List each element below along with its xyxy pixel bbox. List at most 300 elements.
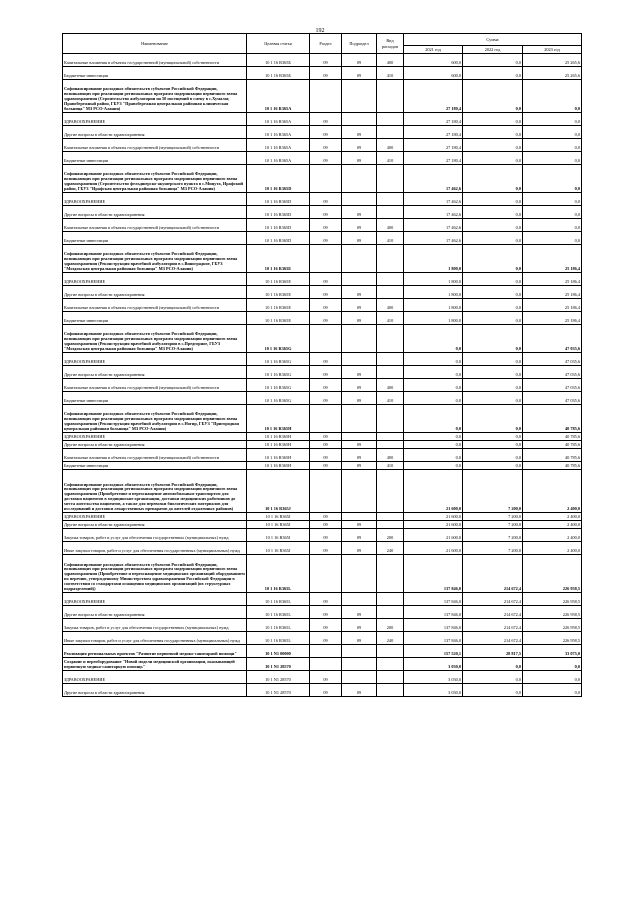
row-code: 10 1 16 R365Е bbox=[247, 273, 310, 286]
row-subsection: 09 bbox=[342, 312, 377, 325]
row-subsection bbox=[342, 405, 377, 433]
row-2021: 0,0 bbox=[404, 392, 463, 405]
row-subsection: 09 bbox=[342, 521, 377, 529]
table-row bbox=[63, 80, 582, 113]
row-expense-type: 400 bbox=[377, 219, 404, 232]
row-2021: 21 600,0 bbox=[404, 521, 463, 529]
row-subsection: 09 bbox=[342, 606, 377, 619]
row-section: 09 bbox=[310, 286, 342, 299]
row-name: Бюджетные инвестиции bbox=[63, 232, 247, 245]
row-name: Софинансирование расходных обязательств субъектов Российской Федерации, возникающих при реализации региональных программ модернизации первичного звена здравоохранения (Приобретение и переоснащение медицинских организаций оборудованием по перечню, утвержденному Министерством здравоохранения Российской Федерации в соответствии со стандартами оснащения медицинских организаций (их структурных подразделений)) bbox=[63, 555, 247, 593]
row-expense-type: 200 bbox=[377, 529, 404, 542]
row-expense-type bbox=[377, 671, 404, 684]
row-2023: 40 785,6 bbox=[523, 441, 582, 449]
row-2023: 25 186,4 bbox=[523, 286, 582, 299]
row-2022: 28 817,5 bbox=[463, 645, 523, 658]
row-name: Капитальные вложения в объекты государственной (муниципальной) собственности bbox=[63, 449, 247, 462]
row-name: Софинансирование расходных обязательств субъектов Российской Федерации, возникающих при реализации региональных программ модернизации первичного звена здравоохранения (Строительство фельдшерско-акушерского пункта в с.Мицута, Ирафский район, ГБУЗ "Ирафская центральная районная больница" МЗ РСО-Алания) bbox=[63, 165, 247, 193]
row-2021: 157 520,1 bbox=[404, 645, 463, 658]
row-2022: 0,0 bbox=[463, 219, 523, 232]
row-2021: 17 462,6 bbox=[404, 165, 463, 193]
row-code: 10 1 16 R365J bbox=[247, 513, 310, 521]
row-2022: 0,0 bbox=[463, 441, 523, 449]
table-row bbox=[63, 206, 582, 219]
row-2022: 7 200,0 bbox=[463, 529, 523, 542]
row-expense-type bbox=[377, 126, 404, 139]
row-expense-type bbox=[377, 433, 404, 441]
row-2021: 17 462,6 bbox=[404, 206, 463, 219]
row-name: Софинансирование расходных обязательств субъектов Российской Федерации, возникающих при реализации региональных программ модернизации первичного звена здравоохранения (Реконструкция врачебной амбулатории в с.Ногир, ГБУЗ "Пригородная центральная районная больница" МЗ РСО-Алания) bbox=[63, 405, 247, 433]
header-code: Целевая статья bbox=[247, 34, 310, 54]
row-section bbox=[310, 405, 342, 433]
row-2022: 0,0 bbox=[463, 353, 523, 366]
row-2021: 0,0 bbox=[404, 353, 463, 366]
row-2022: 0,0 bbox=[463, 405, 523, 433]
row-2022: 0,0 bbox=[463, 312, 523, 325]
row-2021: 17 462,6 bbox=[404, 232, 463, 245]
row-2022: 0,0 bbox=[463, 325, 523, 353]
row-2023: 0,0 bbox=[523, 193, 582, 206]
row-subsection: 09 bbox=[342, 529, 377, 542]
row-2022: 0,0 bbox=[463, 299, 523, 312]
row-2022: 0,0 bbox=[463, 245, 523, 273]
row-name: Другие вопросы в области здравоохранения bbox=[63, 366, 247, 379]
row-section: 09 bbox=[310, 684, 342, 697]
row-2022: 0,0 bbox=[463, 165, 523, 193]
row-expense-type: 410 bbox=[377, 312, 404, 325]
row-code: 10 1 N1 28570 bbox=[247, 671, 310, 684]
table-row bbox=[63, 379, 582, 392]
row-2023: 0,0 bbox=[523, 126, 582, 139]
row-2022: 7 200,0 bbox=[463, 542, 523, 555]
row-subsection: 09 bbox=[342, 441, 377, 449]
row-2021: 3 030,0 bbox=[404, 684, 463, 697]
row-2021: 21 600,0 bbox=[404, 470, 463, 513]
row-code: 10 1 16 R365L bbox=[247, 619, 310, 632]
row-expense-type bbox=[377, 353, 404, 366]
row-subsection: 09 bbox=[342, 54, 377, 67]
page-number: 192 bbox=[315, 28, 325, 34]
row-code: 10 1 16 R365А bbox=[247, 126, 310, 139]
row-2021: 17 462,6 bbox=[404, 219, 463, 232]
row-2022: 0,0 bbox=[463, 684, 523, 697]
header-year-2023: 2023 год bbox=[523, 46, 582, 54]
row-2022: 214 672,4 bbox=[463, 606, 523, 619]
row-section: 09 bbox=[310, 139, 342, 152]
table-row bbox=[63, 152, 582, 165]
row-section: 09 bbox=[310, 521, 342, 529]
row-2022: 0,0 bbox=[463, 392, 523, 405]
row-subsection: 09 bbox=[342, 392, 377, 405]
row-code: 10 1 16 R365Е bbox=[247, 312, 310, 325]
row-subsection bbox=[342, 193, 377, 206]
header-year-2022: 2022 год bbox=[463, 46, 523, 54]
row-code: 10 1 N1 28570 bbox=[247, 684, 310, 697]
row-2021: 0,0 bbox=[404, 433, 463, 441]
row-section: 09 bbox=[310, 299, 342, 312]
row-code: 10 1 16 R365D bbox=[247, 232, 310, 245]
row-expense-type: 410 bbox=[377, 232, 404, 245]
row-2023: 40 785,6 bbox=[523, 462, 582, 470]
row-subsection bbox=[342, 113, 377, 126]
row-name: Реализация региональных проектов "Развитие первичной медико-санитарной помощи" bbox=[63, 645, 247, 658]
row-2021: 0,0 bbox=[404, 449, 463, 462]
row-2021: 0,0 bbox=[404, 366, 463, 379]
table-row bbox=[63, 405, 582, 433]
row-section bbox=[310, 165, 342, 193]
row-section: 09 bbox=[310, 433, 342, 441]
table-row bbox=[63, 513, 582, 521]
row-2023: 25 186,4 bbox=[523, 273, 582, 286]
row-expense-type bbox=[377, 658, 404, 671]
row-section bbox=[310, 325, 342, 353]
table-row bbox=[63, 67, 582, 80]
row-code: 10 1 16 R365Е bbox=[247, 245, 310, 273]
table-row bbox=[63, 286, 582, 299]
row-2022: 0,0 bbox=[463, 193, 523, 206]
row-code: 10 1 16 R365J bbox=[247, 470, 310, 513]
row-code: 10 1 N1 00000 bbox=[247, 645, 310, 658]
row-name: ЗДРАВООХРАНЕНИЕ bbox=[63, 593, 247, 606]
row-subsection: 09 bbox=[342, 152, 377, 165]
row-expense-type bbox=[377, 245, 404, 273]
row-name: Бюджетные инвестиции bbox=[63, 312, 247, 325]
row-subsection bbox=[342, 470, 377, 513]
row-2022: 214 672,4 bbox=[463, 593, 523, 606]
row-2023: 47 035,6 bbox=[523, 325, 582, 353]
row-code: 10 1 16 R365J bbox=[247, 521, 310, 529]
row-code: 10 1 16 R365А bbox=[247, 152, 310, 165]
table-row bbox=[63, 433, 582, 441]
row-section bbox=[310, 245, 342, 273]
row-2021: 1 800,0 bbox=[404, 312, 463, 325]
row-name: Капитальные вложения в объекты государственной (муниципальной) собственности bbox=[63, 54, 247, 67]
row-2022: 0,0 bbox=[463, 54, 523, 67]
row-section: 09 bbox=[310, 113, 342, 126]
table-row bbox=[63, 113, 582, 126]
row-name: Софинансирование расходных обязательств субъектов Российской Федерации, возникающих при реализации региональных программ модернизации первичного звена здравоохранения (Реконструкция врачебной амбулатории в с.Виноградное, ГБУЗ "Моздокская центральная районная больница" МЗ РСО-Алания) bbox=[63, 245, 247, 273]
row-expense-type bbox=[377, 286, 404, 299]
row-code: 10 1 16 R365Н bbox=[247, 433, 310, 441]
row-name: ЗДРАВООХРАНЕНИЕ bbox=[63, 513, 247, 521]
row-2021: 27 180,4 bbox=[404, 113, 463, 126]
row-section: 09 bbox=[310, 392, 342, 405]
row-2022: 214 672,4 bbox=[463, 619, 523, 632]
row-subsection: 09 bbox=[342, 126, 377, 139]
row-2021: 1 800,0 bbox=[404, 245, 463, 273]
row-2021: 3 030,0 bbox=[404, 671, 463, 684]
row-section: 09 bbox=[310, 273, 342, 286]
row-section: 09 bbox=[310, 353, 342, 366]
row-2021: 27 180,4 bbox=[404, 139, 463, 152]
row-expense-type bbox=[377, 555, 404, 593]
table-row bbox=[63, 645, 582, 658]
row-2021: 27 180,4 bbox=[404, 152, 463, 165]
row-section: 09 bbox=[310, 619, 342, 632]
table-row bbox=[63, 193, 582, 206]
row-subsection bbox=[342, 593, 377, 606]
row-name: Софинансирование расходных обязательств субъектов Российской Федерации, возникающих при реализации региональных программ модернизации первичного звена здравоохранения (Приобретение и переоснащение автомобильным транспортом для доставки пациентов в медицинские организации, доставки медицинских работников до места жительства пациентов, а также для перевозки биологических материалов для исследований и доставки лекарственных препаратов до жителей отдаленных районов) bbox=[63, 470, 247, 513]
row-expense-type: 400 bbox=[377, 54, 404, 67]
row-section: 09 bbox=[310, 206, 342, 219]
row-name: Создание и переоборудование "Новой модели медицинской организации, оказывающей первичную медико-санитарную помощь" bbox=[63, 658, 247, 671]
table-row bbox=[63, 353, 582, 366]
row-section: 09 bbox=[310, 312, 342, 325]
row-2022: 0,0 bbox=[463, 206, 523, 219]
row-2021: 137 846,0 bbox=[404, 632, 463, 645]
row-expense-type bbox=[377, 645, 404, 658]
row-2021: 137 846,0 bbox=[404, 555, 463, 593]
row-expense-type bbox=[377, 273, 404, 286]
row-section: 09 bbox=[310, 542, 342, 555]
row-subsection: 09 bbox=[342, 67, 377, 80]
row-section: 09 bbox=[310, 219, 342, 232]
row-code: 10 1 16 R365D bbox=[247, 165, 310, 193]
table-row bbox=[63, 671, 582, 684]
row-subsection: 09 bbox=[342, 632, 377, 645]
row-2022: 0,0 bbox=[463, 113, 523, 126]
header-section: Раздел bbox=[310, 34, 342, 54]
row-2023: 25 265,6 bbox=[523, 67, 582, 80]
table-row bbox=[63, 273, 582, 286]
row-section: 09 bbox=[310, 606, 342, 619]
row-section: 09 bbox=[310, 54, 342, 67]
table-row bbox=[63, 165, 582, 193]
row-2022: 7 200,0 bbox=[463, 470, 523, 513]
row-code: 10 1 16 R365Н bbox=[247, 462, 310, 470]
row-2021: 27 180,4 bbox=[404, 80, 463, 113]
row-expense-type bbox=[377, 441, 404, 449]
row-2023: 0,0 bbox=[523, 684, 582, 697]
row-expense-type bbox=[377, 606, 404, 619]
row-expense-type: 410 bbox=[377, 152, 404, 165]
row-code: 10 1 16 R365Н bbox=[247, 441, 310, 449]
row-name: Другие вопросы в области здравоохранения bbox=[63, 441, 247, 449]
row-expense-type: 400 bbox=[377, 139, 404, 152]
row-subsection bbox=[342, 353, 377, 366]
row-name: ЗДРАВООХРАНЕНИЕ bbox=[63, 193, 247, 206]
row-name: Бюджетные инвестиции bbox=[63, 67, 247, 80]
row-subsection bbox=[342, 80, 377, 113]
row-2023: 2 400,0 bbox=[523, 521, 582, 529]
table-row bbox=[63, 245, 582, 273]
row-name: Другие вопросы в области здравоохранения bbox=[63, 684, 247, 697]
row-2021: 0,0 bbox=[404, 441, 463, 449]
row-2023: 226 958,5 bbox=[523, 632, 582, 645]
row-section: 09 bbox=[310, 441, 342, 449]
table-row bbox=[63, 462, 582, 470]
table-row bbox=[63, 392, 582, 405]
header-name: Наименование bbox=[63, 34, 247, 54]
row-2023: 47 035,6 bbox=[523, 366, 582, 379]
row-2023: 2 400,0 bbox=[523, 542, 582, 555]
row-code: 10 1 16 R365L bbox=[247, 632, 310, 645]
row-expense-type bbox=[377, 80, 404, 113]
row-section bbox=[310, 645, 342, 658]
row-name: Иные закупки товаров, работ и услуг для обеспечения государственных (муниципальных) нужд bbox=[63, 632, 247, 645]
row-name: Бюджетные инвестиции bbox=[63, 152, 247, 165]
table-row bbox=[63, 529, 582, 542]
table-row bbox=[63, 619, 582, 632]
row-name: Капитальные вложения в объекты государственной (муниципальной) собственности bbox=[63, 139, 247, 152]
row-2022: 0,0 bbox=[463, 273, 523, 286]
row-section: 09 bbox=[310, 462, 342, 470]
row-subsection bbox=[342, 433, 377, 441]
row-subsection: 09 bbox=[342, 299, 377, 312]
row-name: ЗДРАВООХРАНЕНИЕ bbox=[63, 433, 247, 441]
row-2021: 0,0 bbox=[404, 405, 463, 433]
row-name: ЗДРАВООХРАНЕНИЕ bbox=[63, 273, 247, 286]
table-row bbox=[63, 470, 582, 513]
row-name: Другие вопросы в области здравоохранения bbox=[63, 521, 247, 529]
row-name: Капитальные вложения в объекты государственной (муниципальной) собственности bbox=[63, 379, 247, 392]
row-subsection: 09 bbox=[342, 449, 377, 462]
row-subsection bbox=[342, 671, 377, 684]
row-subsection bbox=[342, 165, 377, 193]
row-section: 09 bbox=[310, 379, 342, 392]
row-name: Закупка товаров, работ и услуг для обеспечения государственных (муниципальных) нужд bbox=[63, 529, 247, 542]
row-expense-type: 400 bbox=[377, 449, 404, 462]
row-expense-type: 240 bbox=[377, 542, 404, 555]
row-2023: 226 958,5 bbox=[523, 555, 582, 593]
row-subsection: 09 bbox=[342, 684, 377, 697]
row-code: 10 1 16 R365J bbox=[247, 529, 310, 542]
row-subsection: 09 bbox=[342, 542, 377, 555]
row-2022: 0,0 bbox=[463, 366, 523, 379]
row-section: 09 bbox=[310, 632, 342, 645]
row-code: 10 1 16 R365Н bbox=[247, 449, 310, 462]
row-2023: 2 400,0 bbox=[523, 513, 582, 521]
row-2023: 47 035,6 bbox=[523, 392, 582, 405]
row-code: 10 1 16 R365G bbox=[247, 353, 310, 366]
row-2023: 226 958,5 bbox=[523, 619, 582, 632]
row-section: 09 bbox=[310, 449, 342, 462]
table-row bbox=[63, 312, 582, 325]
row-subsection: 09 bbox=[342, 462, 377, 470]
row-2022: 7 200,0 bbox=[463, 513, 523, 521]
row-2023: 0,0 bbox=[523, 671, 582, 684]
row-section: 09 bbox=[310, 67, 342, 80]
row-expense-type bbox=[377, 521, 404, 529]
row-code: 10 1 16 R365Е bbox=[247, 286, 310, 299]
row-2023: 47 035,6 bbox=[523, 379, 582, 392]
row-name: ЗДРАВООХРАНЕНИЕ bbox=[63, 113, 247, 126]
row-expense-type bbox=[377, 165, 404, 193]
row-expense-type bbox=[377, 206, 404, 219]
row-2021: 21 600,0 bbox=[404, 542, 463, 555]
row-section: 09 bbox=[310, 232, 342, 245]
row-2023: 2 400,0 bbox=[523, 529, 582, 542]
row-2021: 600,0 bbox=[404, 54, 463, 67]
row-2023: 226 958,5 bbox=[523, 606, 582, 619]
row-2023: 2 400,0 bbox=[523, 470, 582, 513]
row-2023: 0,0 bbox=[523, 219, 582, 232]
header-sum: Сумма bbox=[404, 34, 582, 46]
row-expense-type: 410 bbox=[377, 67, 404, 80]
row-subsection: 09 bbox=[342, 206, 377, 219]
row-code: 10 1 16 R365L bbox=[247, 593, 310, 606]
row-code: 10 1 16 R365G bbox=[247, 325, 310, 353]
row-2021: 1 800,0 bbox=[404, 286, 463, 299]
row-code: 10 1 16 R365А bbox=[247, 113, 310, 126]
row-2023: 226 958,5 bbox=[523, 593, 582, 606]
row-name: Капитальные вложения в объекты государственной (муниципальной) собственности bbox=[63, 299, 247, 312]
row-subsection bbox=[342, 645, 377, 658]
table-row bbox=[63, 658, 582, 671]
table-row bbox=[63, 441, 582, 449]
row-2021: 21 600,0 bbox=[404, 529, 463, 542]
row-2023: 25 186,4 bbox=[523, 245, 582, 273]
row-section: 09 bbox=[310, 513, 342, 521]
row-code: 10 1 16 R365Б bbox=[247, 54, 310, 67]
table-row bbox=[63, 606, 582, 619]
row-2022: 0,0 bbox=[463, 139, 523, 152]
table-row bbox=[63, 139, 582, 152]
row-2021: 27 180,4 bbox=[404, 126, 463, 139]
row-2023: 40 785,6 bbox=[523, 449, 582, 462]
row-2023: 0,0 bbox=[523, 113, 582, 126]
row-subsection bbox=[342, 658, 377, 671]
row-2021: 137 846,0 bbox=[404, 593, 463, 606]
row-2023: 25 186,4 bbox=[523, 312, 582, 325]
row-subsection: 09 bbox=[342, 219, 377, 232]
row-2021: 0,0 bbox=[404, 325, 463, 353]
row-code: 10 1 16 R365Н bbox=[247, 405, 310, 433]
row-name: Бюджетные инвестиции bbox=[63, 392, 247, 405]
row-name: Капитальные вложения в объекты государственной (муниципальной) собственности bbox=[63, 219, 247, 232]
row-expense-type bbox=[377, 684, 404, 697]
row-section: 09 bbox=[310, 671, 342, 684]
table-row bbox=[63, 593, 582, 606]
row-2022: 7 200,0 bbox=[463, 521, 523, 529]
row-subsection: 09 bbox=[342, 139, 377, 152]
table-row bbox=[63, 521, 582, 529]
row-expense-type bbox=[377, 593, 404, 606]
row-2023: 25 186,4 bbox=[523, 299, 582, 312]
row-2021: 21 600,0 bbox=[404, 513, 463, 521]
row-expense-type bbox=[377, 470, 404, 513]
header-subsection: Подраздел bbox=[342, 34, 377, 54]
row-expense-type bbox=[377, 366, 404, 379]
row-2022: 0,0 bbox=[463, 232, 523, 245]
row-expense-type: 200 bbox=[377, 619, 404, 632]
table-body bbox=[63, 54, 582, 697]
row-2022: 0,0 bbox=[463, 658, 523, 671]
row-2022: 0,0 bbox=[463, 286, 523, 299]
row-expense-type: 410 bbox=[377, 462, 404, 470]
row-name: Софинансирование расходных обязательств субъектов Российской Федерации, возникающих при реализации региональных программ модернизации первичного звена здравоохранения (Строительство амбулатории на 50 посещений в смену в с.Хумалаг, Правобережный район, ГБУЗ "Правобережная центральная районная клиническая больница" МЗ РСО-Алания) bbox=[63, 80, 247, 113]
row-2022: 0,0 bbox=[463, 80, 523, 113]
row-code: 10 1 16 R365А bbox=[247, 139, 310, 152]
row-name: Софинансирование расходных обязательств субъектов Российской Федерации, возникающих при реализации региональных программ модернизации первичного звена здравоохранения (Реконструкция врачебной амбулатории в с.Предгорное, ГБУЗ "Моздокская центральная районная больница" МЗ РСО-Алания) bbox=[63, 325, 247, 353]
row-2023: 40 785,6 bbox=[523, 433, 582, 441]
row-code: 10 1 16 R365G bbox=[247, 392, 310, 405]
row-2021: 600,0 bbox=[404, 67, 463, 80]
header-year-2021: 2021 год bbox=[404, 46, 463, 54]
row-subsection: 09 bbox=[342, 232, 377, 245]
row-2023: 47 035,6 bbox=[523, 353, 582, 366]
row-section: 09 bbox=[310, 126, 342, 139]
budget-table bbox=[62, 33, 582, 697]
row-code: 10 1 16 R365Е bbox=[247, 299, 310, 312]
row-2022: 0,0 bbox=[463, 433, 523, 441]
row-2022: 0,0 bbox=[463, 449, 523, 462]
row-expense-type: 410 bbox=[377, 392, 404, 405]
row-name: ЗДРАВООХРАНЕНИЕ bbox=[63, 671, 247, 684]
row-name: Другие вопросы в области здравоохранения bbox=[63, 126, 247, 139]
table-row bbox=[63, 366, 582, 379]
row-name: Другие вопросы в области здравоохранения bbox=[63, 286, 247, 299]
